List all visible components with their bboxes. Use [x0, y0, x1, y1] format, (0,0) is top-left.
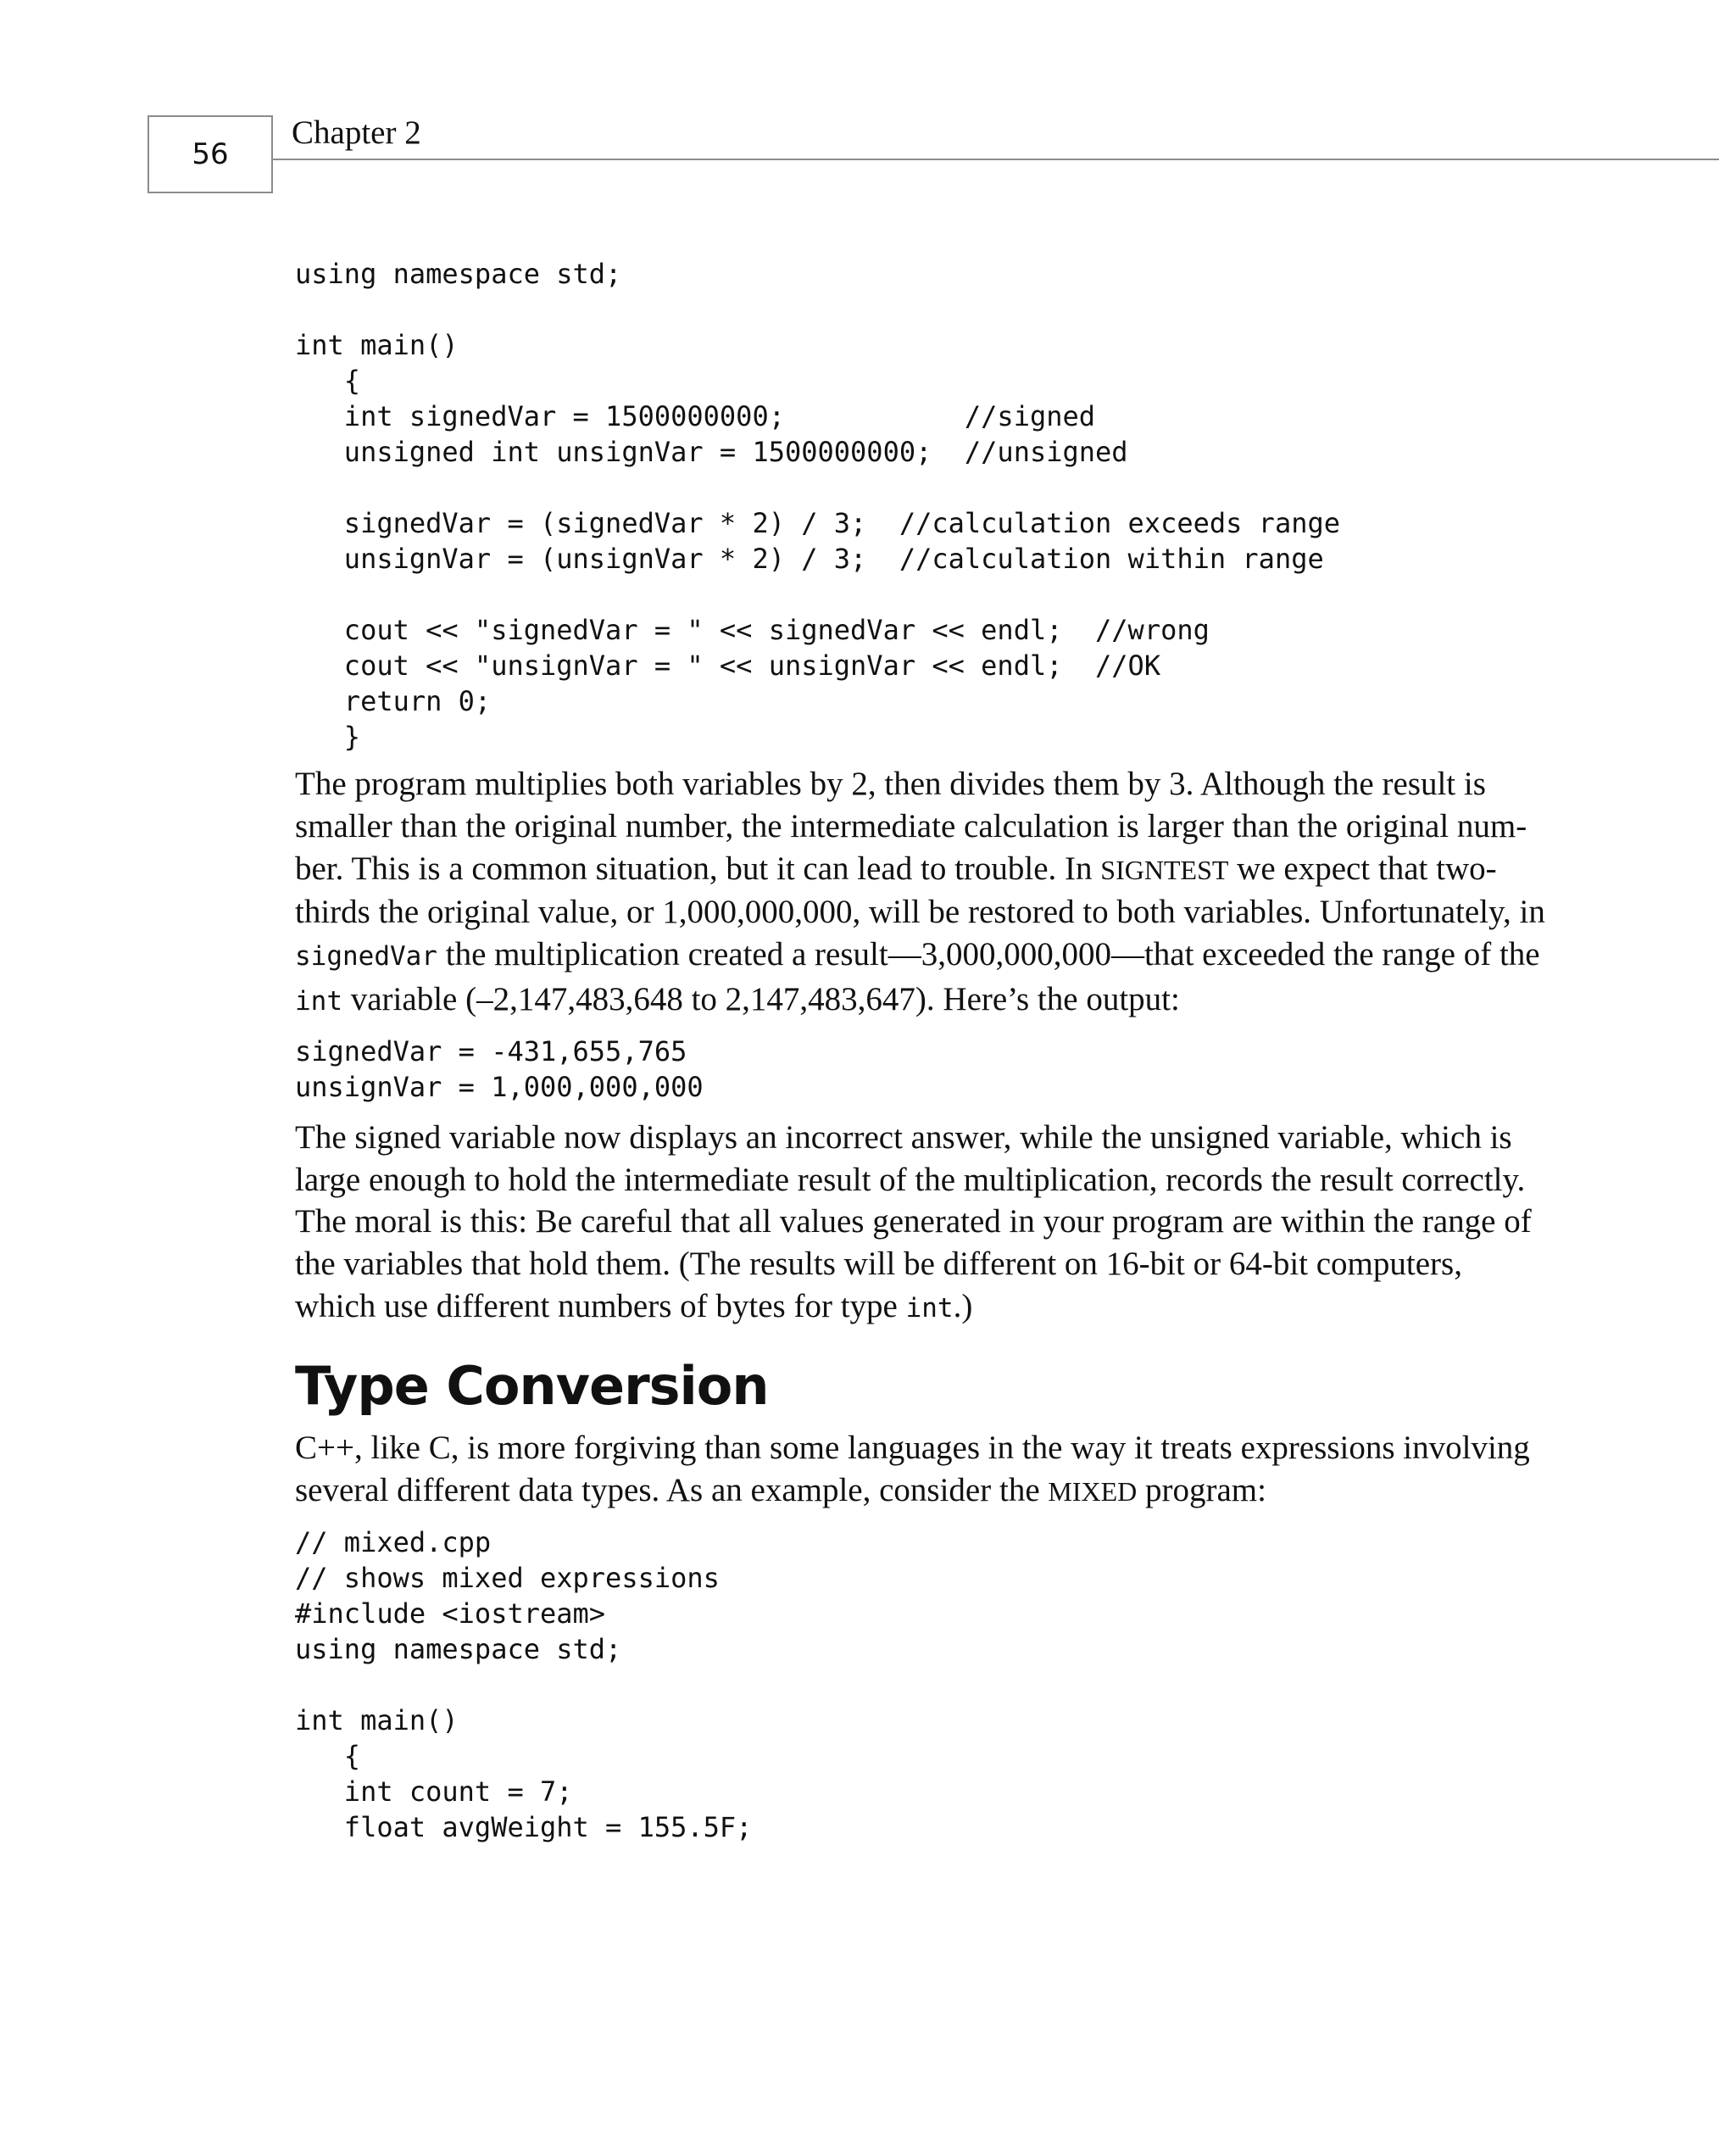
page-number-text: 56: [192, 137, 229, 171]
code-line: {: [295, 365, 361, 397]
code-line: float avgWeight = 155.5F;: [295, 1811, 753, 1844]
section-heading: Type Conversion: [295, 1354, 769, 1417]
code-line: unsignVar = (unsignVar * 2) / 3; //calculation within range: [295, 543, 1324, 575]
inline-code: int: [295, 985, 342, 1017]
paragraph-mixed-intro: [295, 1427, 1550, 1513]
code-line: {: [295, 1740, 361, 1773]
text-run: the multiplication created a result—3,000,000,000—that exceeded the range of the: [437, 936, 1540, 973]
code-line: [295, 1667, 1550, 1703]
code-line: using namespace std;: [295, 258, 622, 290]
program-name-mixed: MIXED: [1048, 1475, 1138, 1507]
code-line: int count = 7;: [295, 1775, 573, 1809]
header-rule: [273, 159, 1719, 160]
code-line: int main(): [295, 329, 459, 361]
code-line: [295, 470, 1550, 505]
code-line: // shows mixed expressions: [295, 1562, 720, 1595]
code-line: }: [295, 721, 361, 753]
running-head: Chapter 2: [292, 114, 421, 151]
code-block-mixed: [295, 1524, 1550, 1845]
text-run: program:: [1137, 1471, 1266, 1508]
code-line: // mixed.cpp: [295, 1526, 492, 1559]
code-line: unsigned int unsignVar = 1500000000; //unsigned: [295, 436, 1128, 468]
output-line: unsignVar = 1,000,000,000: [295, 1070, 704, 1103]
paragraph-overflow-explanation: [295, 763, 1550, 1023]
program-name-signtest: SIGNTEST: [1100, 854, 1229, 885]
text-run: The program multiplies both variables by 2, then divides them by 3. Although the result is smaller than the original number, the intermediate calculation is larger than the original num-ber. This is a common situation, but it can lead to trouble. In: [295, 766, 1527, 887]
text-run: variable (–2,147,483,648 to 2,147,483,647). Here’s the output:: [342, 980, 1180, 1017]
code-line: int signedVar = 1500000000; //signed: [295, 400, 1096, 432]
code-line: #include <iostream>: [295, 1597, 606, 1630]
code-line: using namespace std;: [295, 1633, 622, 1666]
text-run: The signed variable now displays an incorrect answer, while the unsigned variable, which is large enough to hold the intermediate result of the multiplication, records the result correctly. The moral is this: Be careful that all values generated in your program are within the range of the variables that hold them. (The results will be different on 16-bit or 64-bit computers, which use different numbers of bytes for type: [295, 1118, 1532, 1324]
text-run: we expect that two-thirds the original value, or 1,000,000,000, will be restored to both variables. Unfortunately, in: [295, 850, 1545, 931]
code-line: int main(): [295, 1704, 459, 1737]
code-line: [295, 292, 1550, 327]
code-line: signedVar = (signedVar * 2) / 3; //calculation exceeds range: [295, 507, 1340, 539]
code-line: [295, 577, 1550, 612]
text-run: C++, like C, is more forgiving than some languages in the way it treats expressions involving several different data types. As an example, consider the: [295, 1429, 1530, 1508]
page-number: [147, 115, 273, 193]
output-line: signedVar = -431,655,765: [295, 1034, 687, 1067]
code-block-signtest: [295, 256, 1550, 755]
page-content: [295, 256, 1550, 1845]
code-line: return 0;: [295, 685, 492, 717]
inline-code: int: [905, 1292, 954, 1324]
paragraph-moral: [295, 1117, 1550, 1330]
code-line: cout << "unsignVar = " << unsignVar << endl; //OK: [295, 649, 1161, 682]
text-run: .): [953, 1287, 973, 1324]
output-block: [295, 1034, 1550, 1105]
inline-code: signedVar: [295, 941, 437, 973]
code-line: cout << "signedVar = " << signedVar << endl; //wrong: [295, 614, 1210, 646]
